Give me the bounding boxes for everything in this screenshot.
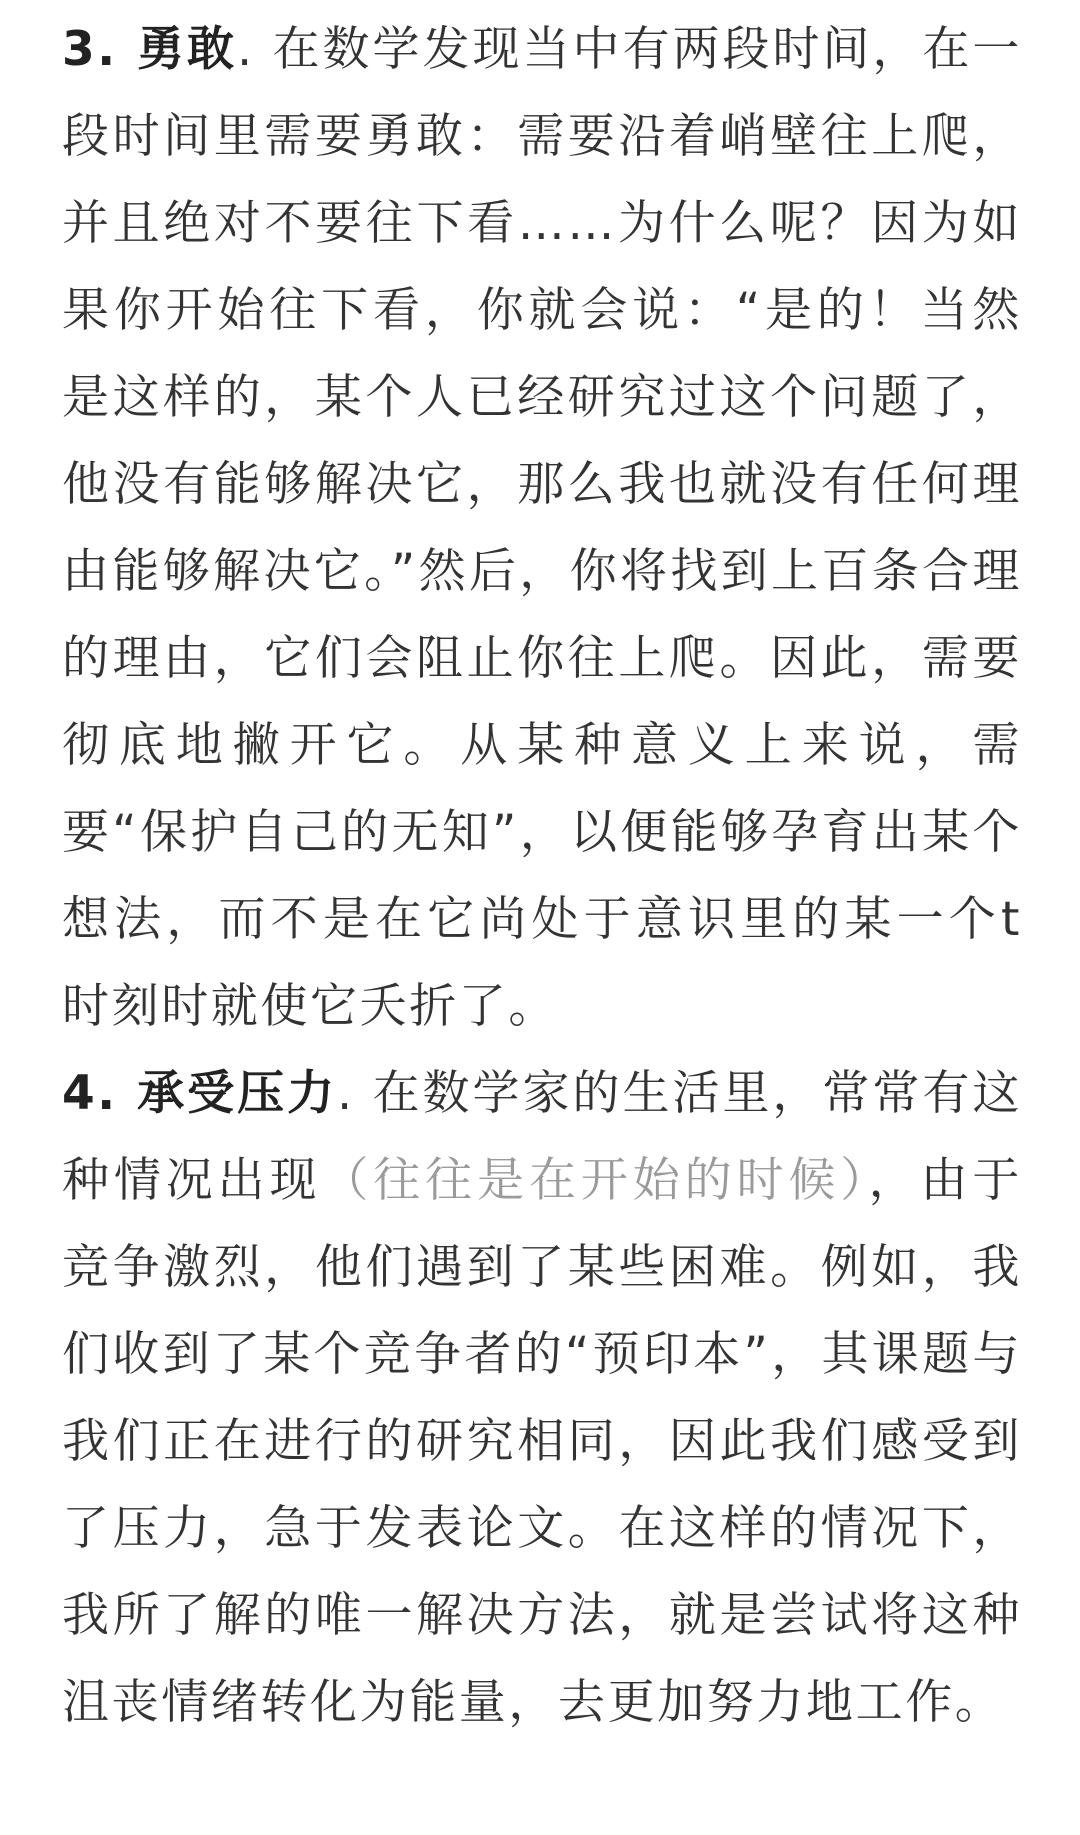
article-body [62, 6, 1022, 1746]
paragraph-courage [62, 6, 1022, 1050]
paragraph-text: . 在数学家的生活里，常常有这种情况出现 [62, 1066, 1022, 1208]
paragraph-heading: 4. 承受压力 [62, 1066, 338, 1121]
paragraph-text: . 在数学发现当中有两段时间，在一段时间里需要勇敢：需要沿着峭壁往上爬，并且绝对不要往下看……为什么呢？因为如果你开始往下看，你就会说：“是的！当然是这样的，某个人已经研究过这个问题了，他没有能够解决它，那么我也就没有任何理由能够解决它。”然后，你将找到上百条合理的理由，它们会阻止你往上爬。因此，需要彻底地撇开它。从某种意义上来说，需要“保护自己的无知”，以便能够孕育出某个想法，而不是在它尚处于意识里的某一个t时刻时就使它夭折了。 [62, 22, 1022, 1034]
paragraph-heading: 3. 勇敢 [62, 22, 238, 77]
paragraph-pressure [62, 1050, 1022, 1746]
paragraph-text: ，由于竞争激烈，他们遇到了某些困难。例如，我们收到了某个竞争者的“预印本”，其课题与我们正在进行的研究相同，因此我们感受到了压力，急于发表论文。在这样的情况下，我所了解的唯一解决方法，就是尝试将这种沮丧情绪转化为能量，去更加努力地工作。 [62, 1153, 1022, 1730]
parenthetical-note: （往往是在开始的时候） [321, 1153, 869, 1208]
